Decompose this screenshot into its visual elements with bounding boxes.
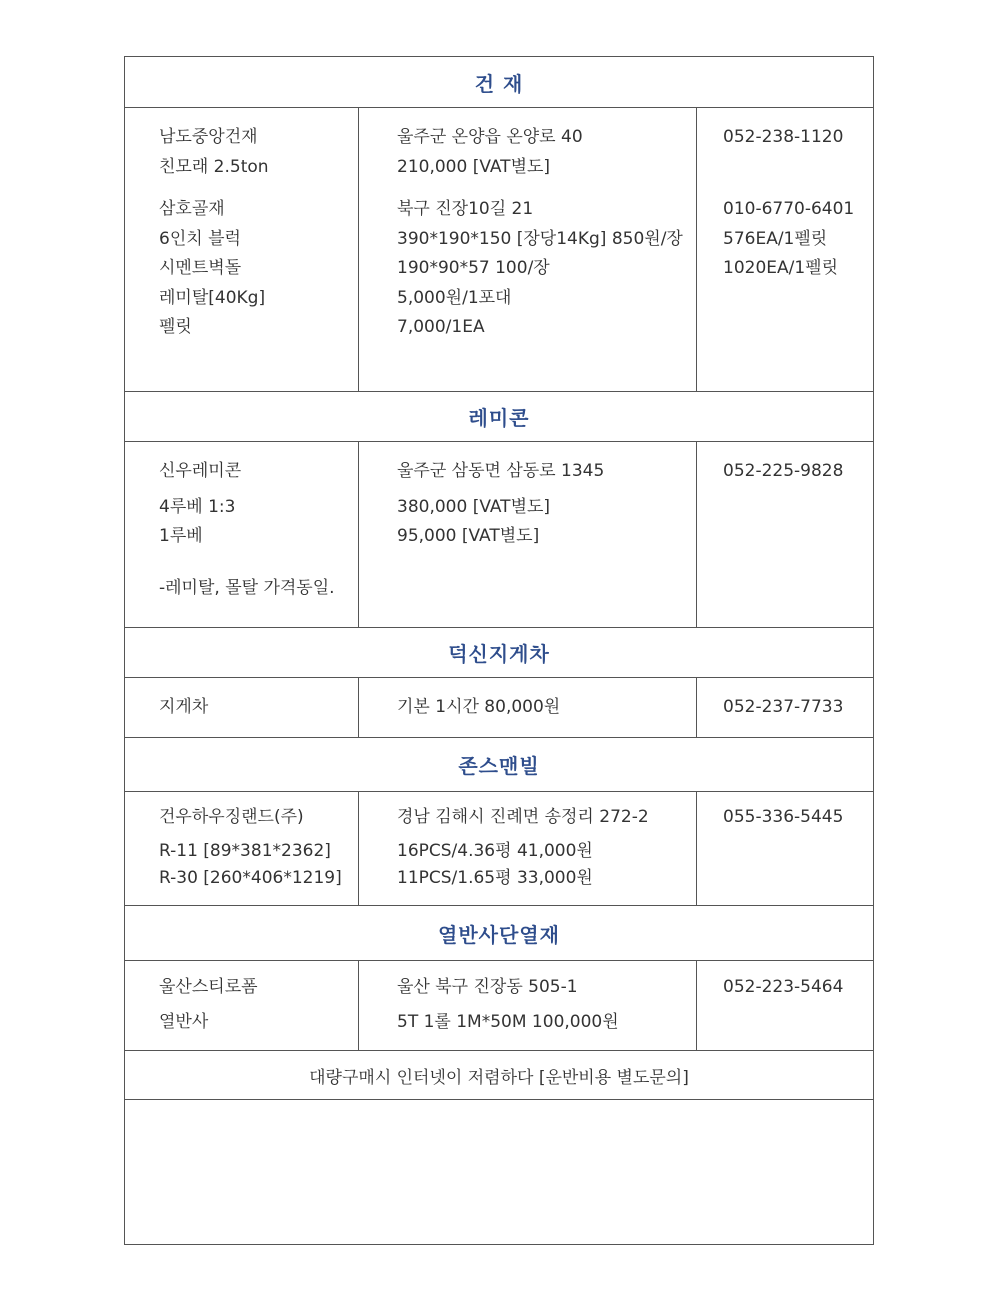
detail-text: 380,000 [VAT별도] (397, 497, 551, 517)
detail-column (359, 961, 697, 1050)
phone-number: 052-223-5464 (723, 977, 844, 997)
detail-text: 북구 진장10길 21 (397, 199, 534, 219)
section-title-text: 건 재 (474, 71, 524, 96)
section-title-remicon (125, 391, 873, 441)
contact-column (697, 442, 873, 627)
table-row (125, 677, 873, 737)
detail-text: 울산 북구 진장동 505-1 (397, 977, 578, 997)
item-text: 6인치 블럭 (159, 229, 241, 249)
detail-column (359, 678, 697, 737)
item-text: 건우하우징랜드(주) (159, 807, 304, 827)
detail-column (359, 108, 697, 391)
detail-text: 190*90*57 100/장 (397, 258, 550, 278)
item-text: 남도중앙건재 (159, 127, 258, 147)
contact-column (697, 792, 873, 905)
table-row (125, 791, 873, 905)
item-text: 삼호골재 (159, 199, 225, 219)
detail-text: 95,000 [VAT별도] (397, 526, 540, 546)
item-text: R-11 [89*381*2362] (159, 841, 331, 861)
item-text: 레미탈[40Kg] (159, 288, 266, 308)
detail-text: 390*190*150 [장당14Kg] 850원/장 (397, 229, 683, 249)
detail-text: 7,000/1EA (397, 317, 485, 337)
item-text: 펠릿 (159, 317, 192, 337)
contact-column (697, 961, 873, 1050)
detail-text: 울주군 온양읍 온양로 40 (397, 127, 583, 147)
price-table (124, 56, 874, 1245)
section-title-johns (125, 737, 873, 791)
phone-number: 052-237-7733 (723, 697, 844, 717)
detail-text: 울주군 삼동면 삼동로 1345 (397, 461, 605, 481)
table-row (125, 107, 873, 391)
item-text: R-30 [260*406*1219] (159, 868, 342, 888)
section-title-text: 열반사단열재 (438, 922, 560, 947)
note-text: 대량구매시 인터넷이 저렴하다 [운반비용 별도문의] (309, 1067, 689, 1088)
phone-number: 052-225-9828 (723, 461, 844, 481)
item-text: 친모래 2.5ton (159, 157, 269, 177)
detail-text: 11PCS/1.65평 33,000원 (397, 868, 593, 888)
section-title-text: 레미콘 (468, 406, 530, 430)
item-text: 신우레미콘 (159, 461, 242, 481)
item-text: 울산스티로폼 (159, 977, 258, 997)
detail-text: 210,000 [VAT별도] (397, 157, 551, 177)
item-column (125, 678, 359, 737)
item-text: 1루베 (159, 526, 203, 546)
detail-column (359, 792, 697, 905)
section-title-text: 덕신지게차 (448, 642, 550, 666)
item-text: 열반사 (159, 1012, 209, 1032)
item-column (125, 792, 359, 905)
detail-text: 5T 1롤 1M*50M 100,000원 (397, 1012, 619, 1032)
section-title-forklift (125, 627, 873, 677)
detail-column (359, 442, 697, 627)
item-text: 4루베 1:3 (159, 497, 236, 517)
item-column (125, 442, 359, 627)
phone-number: 010-6770-6401 (723, 199, 855, 219)
detail-text: 16PCS/4.36평 41,000원 (397, 841, 593, 861)
section-title-gunjae (125, 57, 873, 107)
table-row (125, 960, 873, 1050)
contact-column (697, 678, 873, 737)
item-text: 시멘트벽돌 (159, 258, 242, 278)
detail-text: 기본 1시간 80,000원 (397, 697, 561, 717)
contact-column (697, 108, 873, 391)
detail-text: 경남 김해시 진례면 송정리 272-2 (397, 807, 649, 827)
section-title-insulation (125, 905, 873, 960)
item-text: 지게차 (159, 697, 209, 717)
quantity-text: 576EA/1펠릿 (723, 229, 828, 249)
item-column (125, 961, 359, 1050)
detail-text: 5,000원/1포대 (397, 288, 512, 308)
quantity-text: 1020EA/1펠릿 (723, 258, 839, 278)
phone-number: 055-336-5445 (723, 807, 844, 827)
table-row (125, 441, 873, 627)
empty-row (125, 1099, 873, 1244)
section-title-text: 존스맨빌 (458, 754, 540, 778)
item-column (125, 108, 359, 391)
phone-number: 052-238-1120 (723, 127, 844, 147)
bulk-purchase-note (125, 1050, 873, 1099)
item-text: -레미탈, 몰탈 가격동일. (159, 578, 335, 598)
